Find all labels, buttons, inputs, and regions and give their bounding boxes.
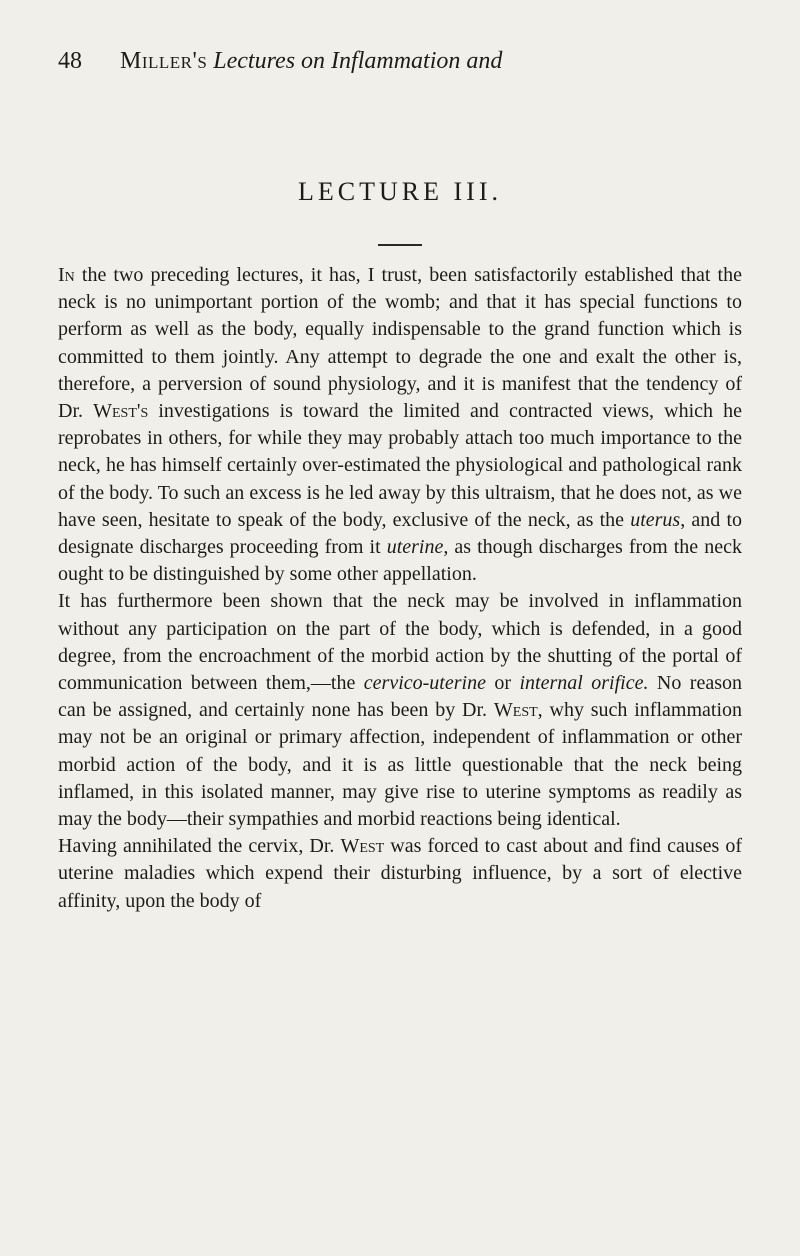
text-segment: , why such inflammation may not be an original or primary affection, independent of inflammation or other morbid action of the body, and it is as little questionable that the neck being inflamed, in this isolated manner, may give rise to uterine symptoms as readily as may the body—their sympathies and morbid reactions being identical.: [58, 699, 743, 831]
text-segment: In: [58, 264, 75, 286]
text-segment: cervico-uterine: [363, 672, 486, 695]
lecture-title: LECTURE III.: [298, 177, 502, 206]
text-segment: uterus: [630, 508, 681, 531]
text-segment: West: [493, 699, 538, 722]
text-segment: It has furthermore been shown that the neck may be involved in inflammation without any participation on the part of the body, which is defended, in a good degree, from the encroachment of the morbid action by the shutting of the portal of communication between them,—the: [58, 590, 742, 695]
text-segment: was forced to cast about and find causes of uterine maladies which expend their disturbing influence, by a sort of elective affinity, upon the body of: [58, 835, 742, 912]
text-segment: investigations is toward the limited and contracted views, which he reprobates in others, for while they may probably attach too much importance to the neck, he has himself certainly over-estimated the physiological and pathological rank of the body. To such an excess is he led away by this ultraism, that he does not, as we have seen, hesitate to speak of the body, exclusive of the neck, as the: [58, 400, 742, 531]
text-segment: the two preceding lectures, it has, I trust, been satisfactorily established that the neck is no unimportant portion of the womb; and that it has special functions to perform as well as the body, equally indispensable to the grand function which is committed to them jointly. Any attempt to degrade the one and exalt the other is, therefore, a perversion of sound physiology, and it is manifest that the tendency of Dr.: [58, 264, 742, 423]
text-segment: , as though discharges from the neck ought to be distinguished by some other appellation.: [58, 536, 742, 586]
text-segment: uterine: [386, 536, 444, 559]
text-segment: West: [340, 835, 385, 858]
text-segment: West's: [93, 400, 149, 423]
paragraph-3: [58, 833, 742, 915]
body-text: [58, 262, 742, 915]
text-segment: Having annihilated the cervix, Dr.: [58, 835, 341, 858]
text-segment: No reason can be assigned, and certainly none has been by Dr.: [58, 672, 742, 722]
running-header-title: Lectures on Inflammation and: [213, 48, 503, 74]
text-segment: or: [485, 672, 520, 695]
running-header: [58, 46, 738, 76]
page-number: 48: [58, 48, 82, 74]
text-segment: internal orifice.: [519, 672, 649, 695]
text-segment: , and to designate discharges proceeding from it: [58, 508, 743, 559]
paragraph-2: [58, 588, 742, 833]
running-header-author: Miller's: [120, 48, 208, 74]
paragraph-1: [58, 262, 742, 588]
title-divider-rule: [378, 244, 422, 246]
